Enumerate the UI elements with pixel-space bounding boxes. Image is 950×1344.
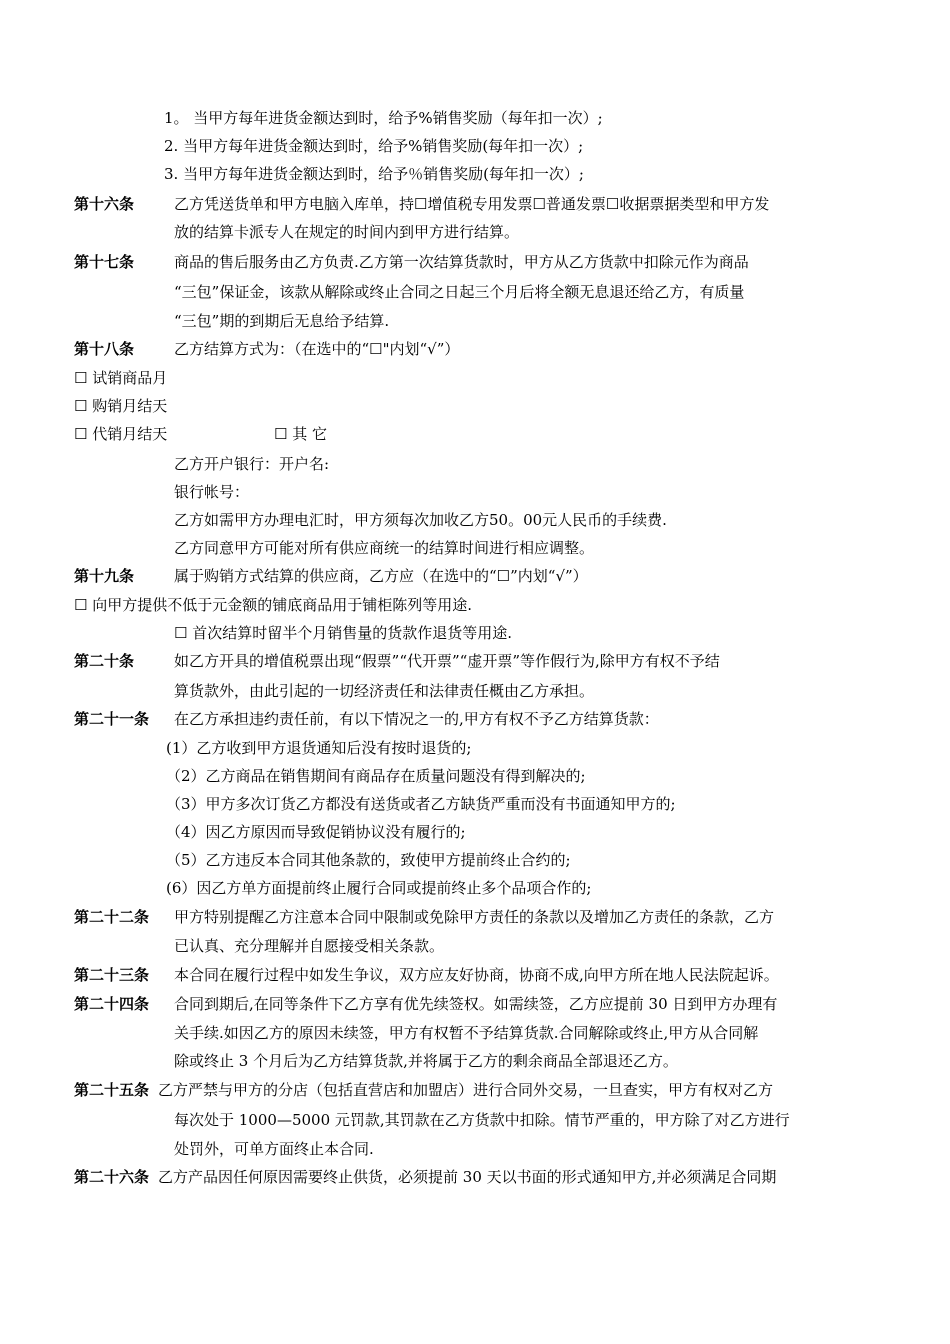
article-17-heading: 第十七条 (74, 253, 135, 271)
article-25-text: 乙方严禁与甲方的分店（包括直营店和加盟店）进行合同外交易，一旦查实，甲方有权对乙方 (158, 1081, 774, 1099)
article-21-item: (6）因乙方单方面提前终止履行合同或提前终止多个品项合作的; (166, 879, 592, 897)
account-line: 银行帐号： (174, 483, 250, 501)
article-24-text: 除或终止 3 个月后为乙方结算货款,并将属于乙方的剩余商品全部退还乙方。 (174, 1052, 678, 1070)
option-base-stock[interactable]: ☐ 向甲方提供不低于元金额的铺底商品用于铺柜陈列等用途. (74, 596, 472, 614)
article-22-text: 甲方特别提醒乙方注意本合同中限制或免除甲方责任的条款以及增加乙方责任的条款，乙方 (174, 908, 775, 926)
settlement-option-other[interactable]: ☐ 其 它 (274, 425, 327, 443)
article-25-text: 处罚外，可单方面终止本合同. (174, 1140, 374, 1158)
article-22-text: 已认真、充分理解并自愿接受相关条款。 (174, 937, 445, 955)
bonus-line-3: 3. 当甲方每年进货金额达到时，给予％销售奖励(每年扣一次）; (164, 165, 584, 183)
article-16-text: 放的结算卡派专人在规定的时间内到甲方进行结算。 (174, 223, 520, 241)
article-21-item: （4）因乙方原因而导致促销协议没有履行的; (166, 823, 466, 841)
article-24-heading: 第二十四条 (74, 995, 150, 1013)
settlement-option-trial[interactable]: ☐ 试销商品月 (74, 369, 168, 387)
article-19-text: 属于购销方式结算的供应商，乙方应（在选中的“☐”内划“√”） (174, 567, 588, 585)
bonus-line-1: 1。 当甲方每年进货金额达到时，给予%销售奖励（每年扣一次）; (164, 109, 603, 127)
settlement-option-purchase[interactable]: ☐ 购销月结天 (74, 397, 168, 415)
article-17-text: 商品的售后服务由乙方负责.乙方第一次结算货款时，甲方从乙方货款中扣除元作为商品 (174, 253, 749, 271)
article-21-heading: 第二十一条 (74, 710, 150, 728)
article-23-text: 本合同在履行过程中如发生争议，双方应友好协商，协商不成,向甲方所在地人民法院起诉。 (174, 966, 779, 984)
wire-fee-line: 乙方如需甲方办理电汇时，甲方须每次加收乙方50。00元人民币的手续费. (174, 511, 667, 529)
article-23-heading: 第二十三条 (74, 966, 150, 984)
article-21-text: 在乙方承担违约责任前，有以下情况之一的,甲方有权不予乙方结算货款： (174, 710, 659, 728)
adjust-line: 乙方同意甲方可能对所有供应商统一的结算时间进行相应调整。 (174, 539, 595, 557)
article-24-text: 合同到期后,在同等条件下乙方享有优先续签权。如需续签，乙方应提前 30 日到甲方办理有 (174, 995, 778, 1013)
article-22-heading: 第二十二条 (74, 908, 150, 926)
article-26-text: 乙方产品因任何原因需要终止供货，必须提前 30 天以书面的形式通知甲方,并必须满足合同期 (158, 1168, 777, 1186)
settlement-option-consignment[interactable]: ☐ 代销月结天 (74, 425, 168, 443)
article-17-text: “三包”期的到期后无息给予结算. (174, 312, 390, 330)
article-17-text: “三包”保证金，该款从解除或终止合同之日起三个月后将全额无息退还给乙方，有质量 (174, 283, 745, 301)
article-18-text: 乙方结算方式为：（在选中的“☐"内划“√”） (174, 340, 460, 358)
article-16-text: 乙方凭送货单和甲方电脑入库单，持☐增值税专用发票☐普通发票☐收据票据类型和甲方发 (174, 195, 770, 213)
article-26-heading: 第二十六条 (74, 1168, 150, 1186)
bonus-line-2: 2. 当甲方每年进货金额达到时，给予%销售奖励(每年扣一次）; (164, 137, 584, 155)
article-18-heading: 第十八条 (74, 340, 135, 358)
article-20-heading: 第二十条 (74, 652, 135, 670)
article-19-heading: 第十九条 (74, 567, 135, 585)
article-16-heading: 第十六条 (74, 195, 135, 213)
article-25-text: 每次处于 1000—5000 元罚款,其罚款在乙方货款中扣除。情节严重的，甲方除了对乙方进行 (174, 1111, 790, 1129)
article-21-item: （5）乙方违反本合同其他条款的，致使甲方提前终止合约的; (166, 851, 571, 869)
article-21-item: （2）乙方商品在销售期间有商品存在质量问题没有得到解决的; (166, 767, 586, 785)
article-21-item: （3）甲方多次订货乙方都没有送货或者乙方缺货严重而没有书面通知甲方的; (166, 795, 676, 813)
article-20-text: 如乙方开具的增值税票出现“假票”“代开票”“虚开票”等作假行为,除甲方有权不予结 (174, 652, 720, 670)
article-25-heading: 第二十五条 (74, 1081, 150, 1099)
bank-line: 乙方开户银行：开户名: (174, 455, 330, 473)
article-21-item: (1）乙方收到甲方退货通知后没有按时退货的; (166, 739, 472, 757)
article-20-text: 算货款外，由此引起的一切经济责任和法律责任概由乙方承担。 (174, 682, 595, 700)
option-half-month[interactable]: ☐ 首次结算时留半个月销售量的货款作退货等用途. (174, 624, 512, 642)
article-24-text: 关手续.如因乙方的原因未续签，甲方有权暂不予结算货款.合同解除或终止,甲方从合同解 (174, 1024, 759, 1042)
